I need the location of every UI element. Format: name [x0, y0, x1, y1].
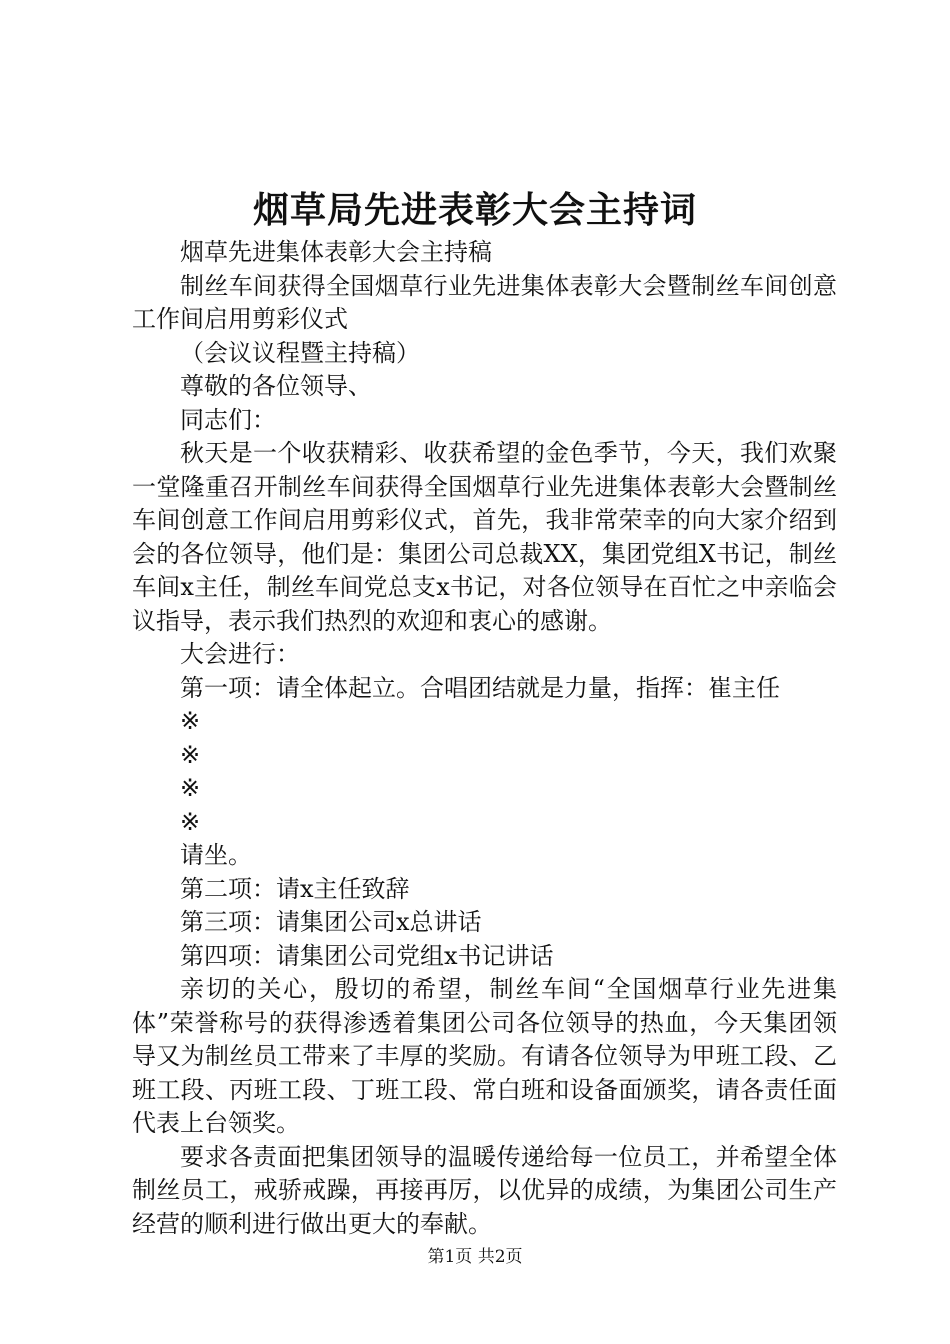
event-name-paragraph: 制丝车间获得全国烟草行业先进集体表彰大会暨制丝车间创意工作间启用剪彩仪式 — [132, 271, 837, 333]
salutation-comrades: 同志们： — [180, 405, 276, 434]
award-paragraph: 亲切的关心，殷切的希望，制丝车间“全国烟草行业先进集体”荣誉称号的获得渗透着集团公司各位领导的热血，今天集团领导又为制丝员工带来了丰厚的奖励。有请各位领导为甲班工段、乙班工段、丙班工段、丁班工段、常白班和设备面颁奖，请各责任面代表上台领奖。 — [132, 975, 837, 1137]
reference-mark: ※ — [180, 707, 201, 735]
please-sit-paragraph: 请坐。 — [180, 841, 252, 869]
document-body — [132, 236, 837, 1241]
agenda-item-2: 第二项：请x主任致辞 — [180, 874, 410, 903]
reference-mark: ※ — [180, 774, 201, 802]
agenda-note-paragraph: （会议议程暨主持稿） — [180, 338, 420, 367]
meeting-begin-paragraph: 大会进行： — [180, 640, 300, 668]
subtitle-paragraph: 烟草先进集体表彰大会主持稿 — [180, 238, 492, 266]
page-number-footer: 第1页 共2页 — [427, 1247, 523, 1267]
reference-mark: ※ — [180, 740, 201, 769]
agenda-item-4: 第四项：请集团公司党组x书记讲话 — [180, 941, 554, 970]
document-title: 烟草局先进表彰大会主持词 — [252, 189, 697, 231]
opening-paragraph: 秋天是一个收获精彩、收获希望的金色季节，今天，我们欢聚一堂隆重召开制丝车间获得全国烟草行业先进集体表彰大会暨制丝车间创意工作间启用剪彩仪式，首先，我非常荣幸的向大家介绍到会的各位领导，他们是：集团公司总裁XX，集团党组X书记，制丝车间x主任，制丝车间党总支x书记，对各位领导在百忙之中亲临会议指导，表示我们热烈的欢迎和衷心的感谢。 — [132, 439, 837, 635]
agenda-item-1: 第一项：请全体起立。合唱团结就是力量，指挥：崔主任 — [180, 673, 780, 702]
salutation-leaders: 尊敬的各位领导、 — [180, 372, 372, 400]
agenda-item-3: 第三项：请集团公司x总讲话 — [180, 908, 482, 936]
closing-paragraph: 要求各责面把集团领导的温暖传递给每一位员工，并希望全体制丝员工，戒骄戒躁，再接再厉，以优异的成绩，为集团公司生产经营的顺利进行做出更大的奉献。 — [132, 1142, 837, 1238]
reference-mark: ※ — [180, 807, 201, 836]
